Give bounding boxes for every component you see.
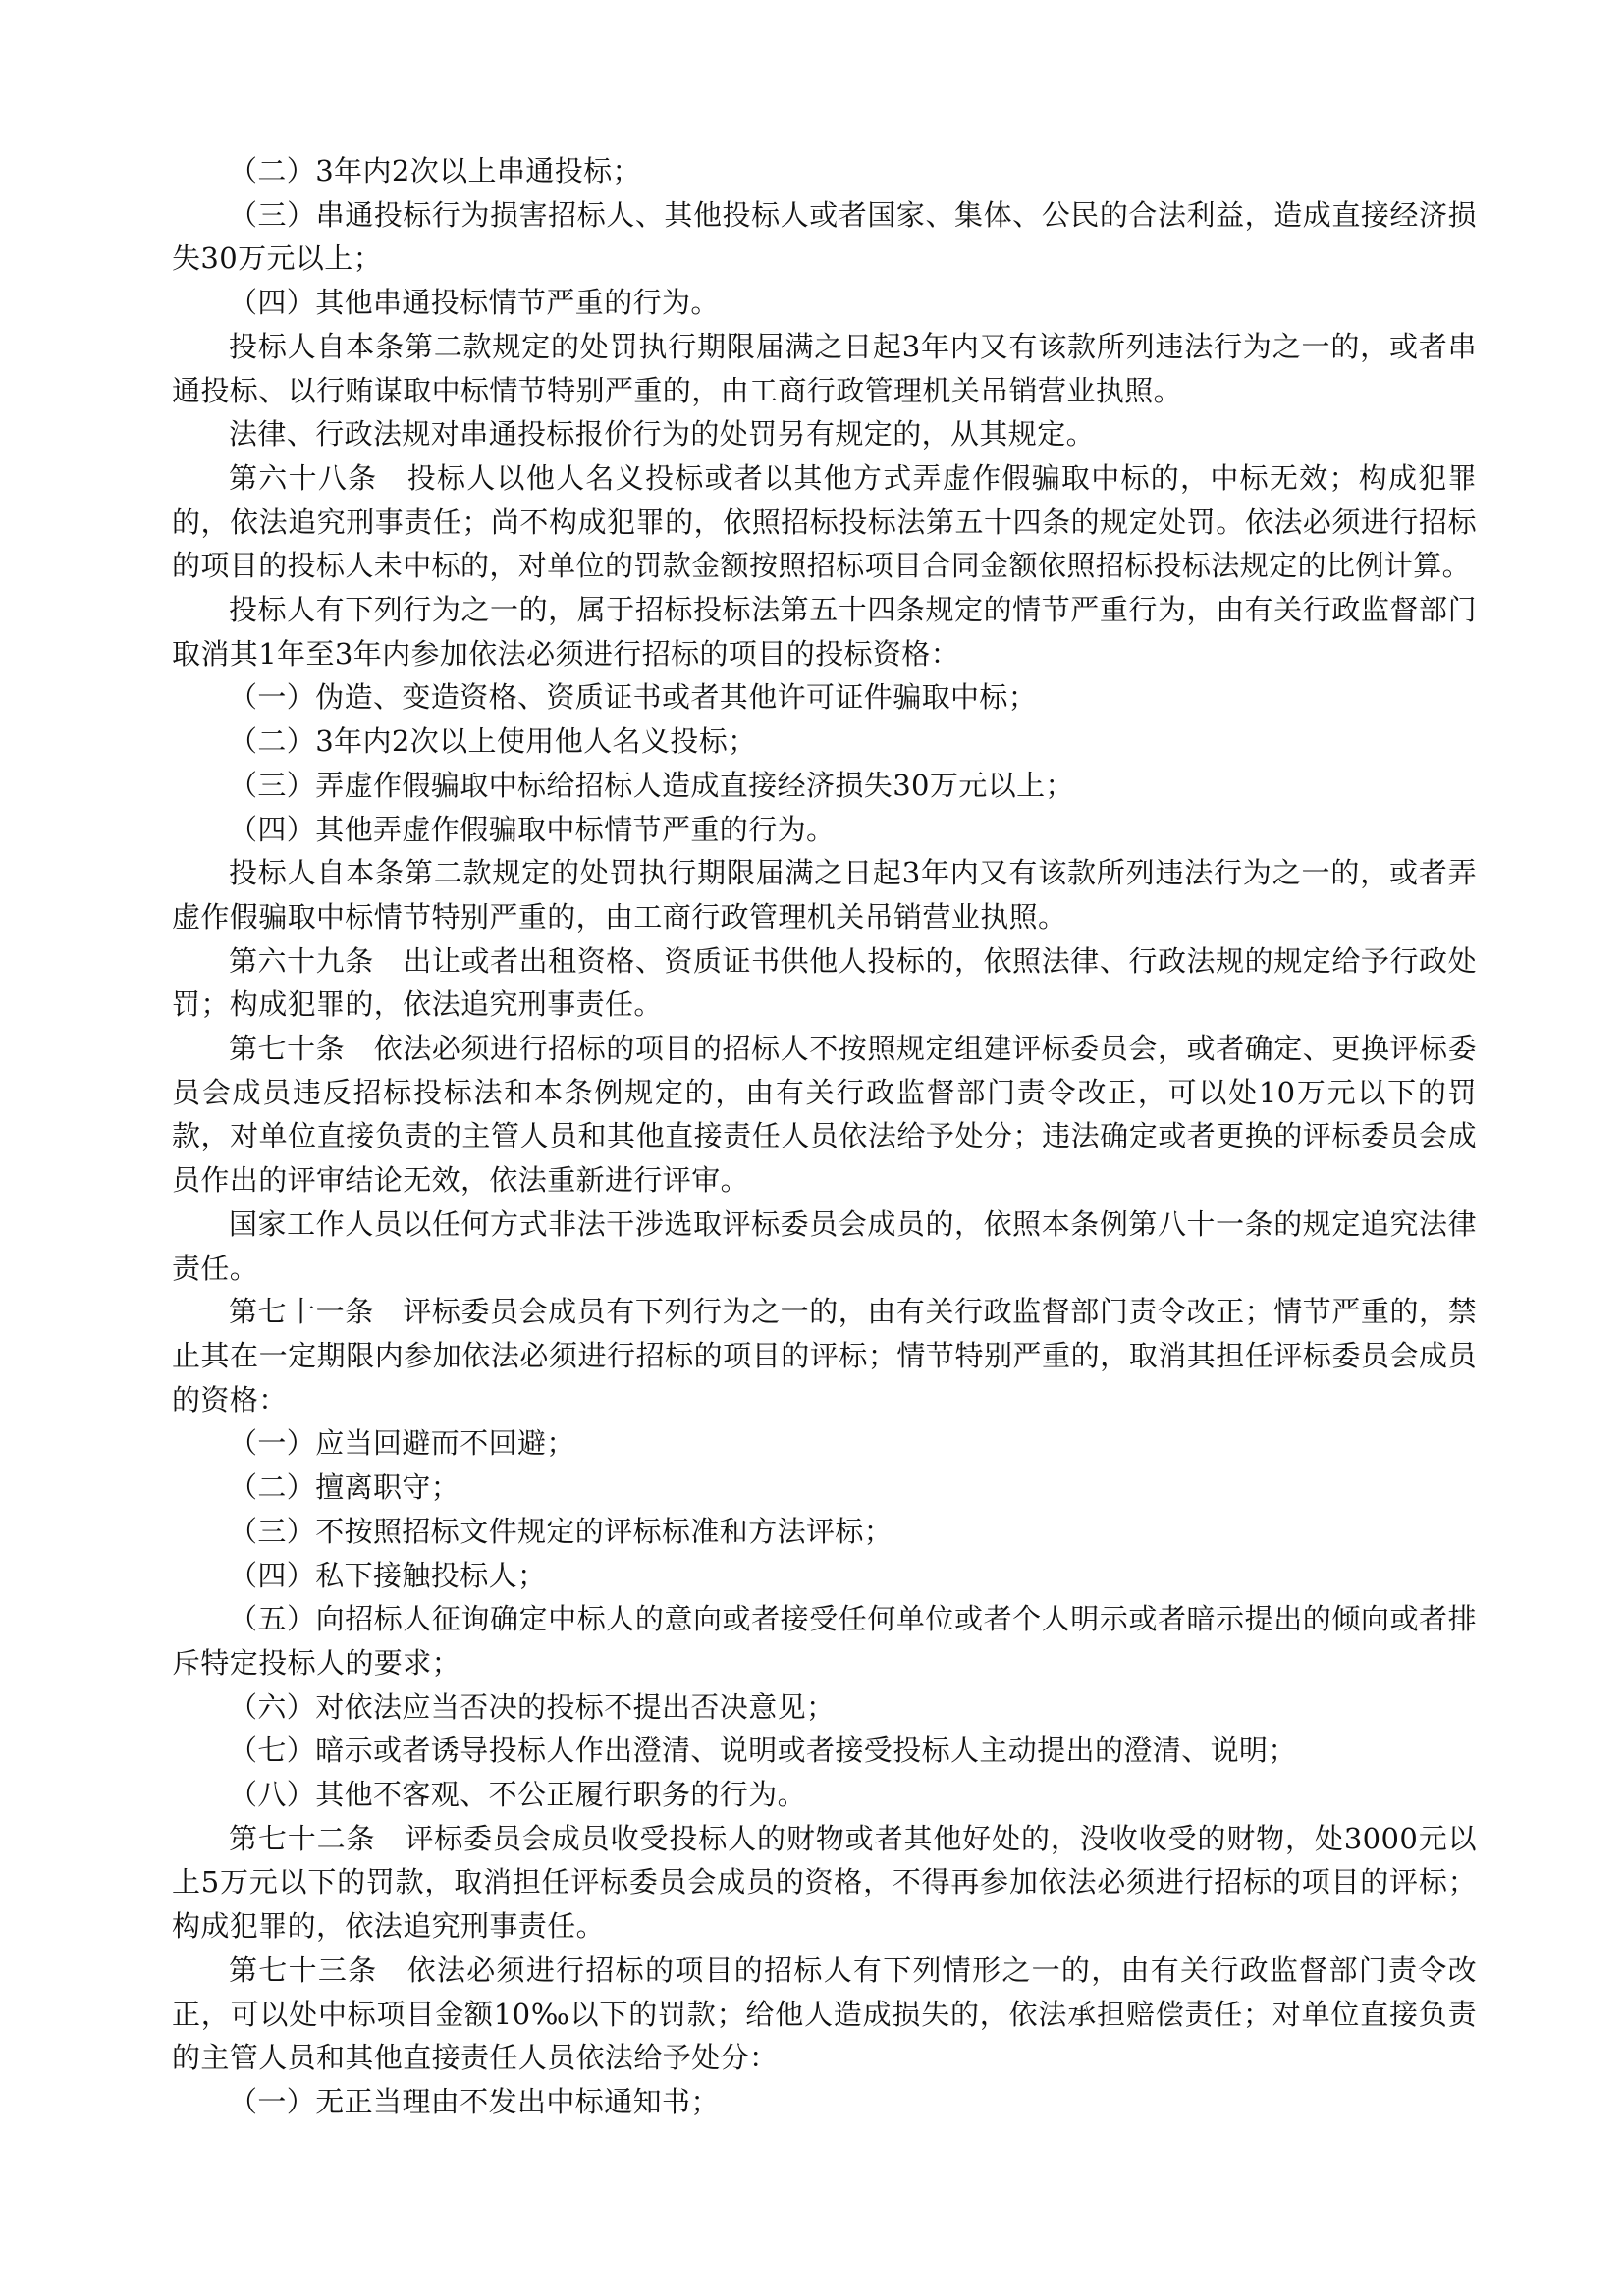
paragraph: 第六十八条 投标人以他人名义投标或者以其他方式弄虚作假骗取中标的，中标无效；构成犯罪的，依法追究刑事责任；尚不构成犯罪的，依照招标投标法第五十四条的规定处罚。依法必须进行招标的项目的投标人未中标的，对单位的罚款金额按照招标项目合同金额依照招标投标法规定的比例计算。 xyxy=(172,460,1477,583)
paragraph: （三）不按照招标文件规定的评标标准和方法评标； xyxy=(229,1514,893,1548)
paragraph: （一）伪造、变造资格、资质证书或者其他许可证件骗取中标； xyxy=(229,680,1038,715)
paragraph: 第七十一条 评标委员会成员有下列行为之一的，由有关行政监督部门责令改正；情节严重的，禁止其在一定期限内参加依法必须进行招标的项目的评标；情节特别严重的，取消其担任评标委员会成员的资格： xyxy=(172,1295,1477,1416)
paragraph: 投标人有下列行为之一的，属于招标投标法第五十四条规定的情节严重行为，由有关行政监督部门取消其1年至3年内参加依法必须进行招标的项目的投标资格： xyxy=(172,593,1477,670)
paragraph: （五）向招标人征询确定中标人的意向或者接受任何单位或者个人明示或者暗示提出的倾向或者排斥特定投标人的要求； xyxy=(172,1602,1477,1680)
paragraph: （六）对依法应当否决的投标不提出否决意见； xyxy=(229,1689,836,1724)
paragraph: （三）串通投标行为损害招标人、其他投标人或者国家、集体、公民的合法利益，造成直接经济损失30万元以上； xyxy=(172,197,1477,276)
paragraph: （七）暗示或者诱导投标人作出澄清、说明或者接受投标人主动提出的澄清、说明； xyxy=(229,1734,1297,1768)
paragraph: 投标人自本条第二款规定的处罚执行期限届满之日起3年内又有该款所列违法行为之一的，或者弄虚作假骗取中标情节特别严重的，由工商行政管理机关吊销营业执照。 xyxy=(172,856,1477,934)
paragraph: （二）3年内2次以上串通投标； xyxy=(229,154,641,187)
paragraph: （四）私下接触投标人； xyxy=(229,1558,547,1592)
paragraph: 第七十二条 评标委员会成员收受投标人的财物或者其他好处的，没收收受的财物，处3000元以上5万元以下的罚款，取消担任评标委员会成员的资格，不得再参加依法必须进行招标的项目的评标；构成犯罪的，依法追究刑事责任。 xyxy=(172,1821,1477,1944)
paragraph: （二）擅离职守； xyxy=(229,1470,460,1505)
paragraph: （四）其他弄虚作假骗取中标情节严重的行为。 xyxy=(229,812,836,846)
paragraph: （一）应当回避而不回避； xyxy=(229,1426,575,1461)
paragraph: 第七十三条 依法必须进行招标的项目的招标人有下列情形之一的，由有关行政监督部门责令改正，可以处中标项目金额10‰以下的罚款；给他人造成损失的，依法承担赔偿责任；对单位直接负责的主管人员和其他直接责任人员依法给予处分： xyxy=(172,1952,1477,2075)
paragraph: 第七十条 依法必须进行招标的项目的招标人不按照规定组建评标委员会，或者确定、更换评标委员会成员违反招标投标法和本条例规定的，由有关行政监督部门责令改正，可以处10万元以下的罚款，对单位直接负责的主管人员和其他直接责任人员依法给予处分；违法确定或者更换的评标委员会成员作出的评审结论无效，依法重新进行评审。 xyxy=(172,1032,1477,1198)
paragraph: （二）3年内2次以上使用他人名义投标； xyxy=(229,724,757,759)
paragraph: （三）弄虚作假骗取中标给招标人造成直接经济损失30万元以上； xyxy=(229,768,1074,802)
paragraph: （八）其他不客观、不公正履行职务的行为。 xyxy=(229,1778,807,1812)
paragraph: （四）其他串通投标情节严重的行为。 xyxy=(229,286,720,320)
paragraph: 法律、行政法规对串通投标报价行为的处罚另有规定的，从其规定。 xyxy=(229,417,1096,452)
paragraph: 第六十九条 出让或者出租资格、资质证书供他人投标的，依照法律、行政法规的规定给予行政处罚；构成犯罪的，依法追究刑事责任。 xyxy=(172,943,1477,1022)
paragraph: （一）无正当理由不发出中标通知书； xyxy=(229,2084,720,2118)
paragraph: 投标人自本条第二款规定的处罚执行期限届满之日起3年内又有该款所列违法行为之一的，或者串通投标、以行贿谋取中标情节特别严重的，由工商行政管理机关吊销营业执照。 xyxy=(172,329,1477,407)
paragraph: 国家工作人员以任何方式非法干涉选取评标委员会成员的，依照本条例第八十一条的规定追究法律责任。 xyxy=(172,1206,1477,1285)
